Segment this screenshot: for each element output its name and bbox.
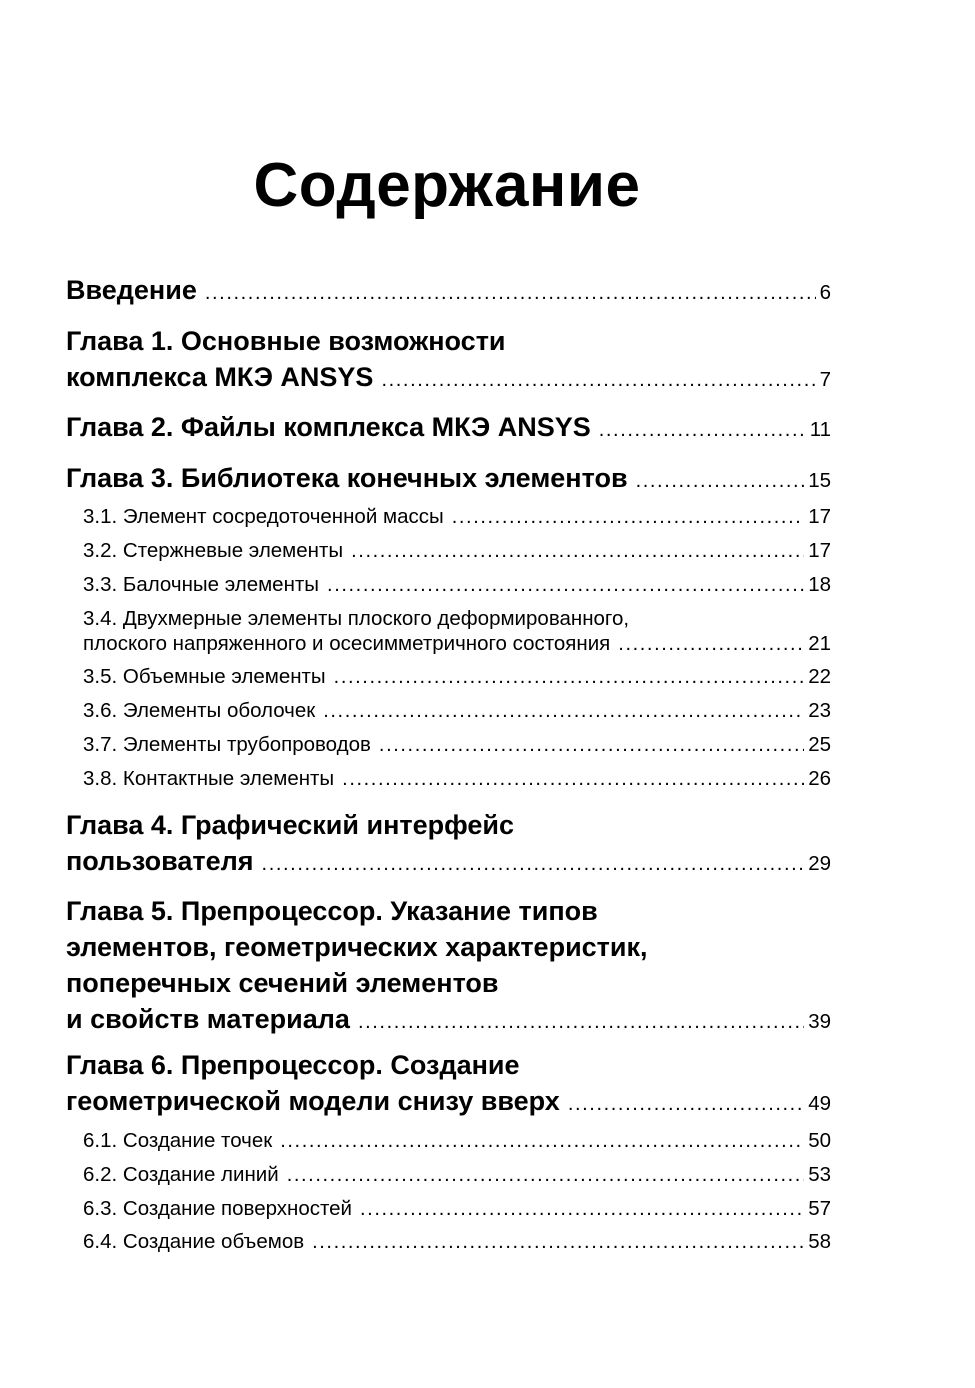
toc-line xyxy=(66,359,831,398)
toc-entry-section-3-3 xyxy=(83,572,831,598)
page-title: Содержание xyxy=(253,151,641,220)
leader-dots xyxy=(636,463,805,499)
toc-page-number: 11 xyxy=(809,418,831,441)
toc-label: плоского напряженного и осесимметричного состояния xyxy=(83,632,611,655)
toc-line xyxy=(66,807,831,843)
toc-page-number: 53 xyxy=(808,1163,831,1186)
toc-line xyxy=(66,272,831,311)
toc-line xyxy=(66,323,831,359)
toc-entry-chapter-3 xyxy=(66,460,831,499)
leader-dots xyxy=(323,699,804,724)
toc-line xyxy=(66,409,831,448)
toc-line xyxy=(83,538,831,564)
toc-label: Глава 4. Графический интерфейс xyxy=(66,810,515,840)
toc-label: 6.2. Создание линий xyxy=(83,1163,279,1186)
toc-label: 3.1. Элемент сосредоточенной массы xyxy=(83,505,444,528)
toc-label: 3.2. Стержневые элементы xyxy=(83,539,344,562)
toc-entry-chapter-4 xyxy=(66,807,831,882)
leader-dots xyxy=(280,1129,804,1154)
toc-line xyxy=(66,1047,831,1083)
toc-line xyxy=(83,572,831,598)
toc-line xyxy=(83,504,831,530)
toc-line xyxy=(66,893,831,929)
leader-dots xyxy=(351,539,804,564)
toc-label: 3.6. Элементы оболочек xyxy=(83,699,316,722)
toc-entry-chapter-2 xyxy=(66,409,831,448)
leader-dots xyxy=(379,733,804,758)
toc-entry-introduction xyxy=(66,272,831,311)
toc-label: Глава 6. Препроцессор. Создание xyxy=(66,1050,520,1080)
toc-entry-section-3-6 xyxy=(83,698,831,724)
toc-entry-chapter-5 xyxy=(66,893,831,1040)
toc-page-number: 17 xyxy=(808,539,831,562)
toc-page-number: 18 xyxy=(808,573,831,596)
toc-line xyxy=(83,631,831,657)
toc-page-number: 58 xyxy=(808,1230,831,1253)
leader-dots xyxy=(599,412,806,448)
toc-entry-chapter-6 xyxy=(66,1047,831,1122)
toc-page-number: 22 xyxy=(808,665,831,688)
toc-page-number: 57 xyxy=(808,1197,831,1220)
toc-entry-section-6-1 xyxy=(83,1128,831,1154)
toc-line xyxy=(83,1128,831,1154)
toc-line xyxy=(83,1229,831,1255)
leader-dots xyxy=(327,573,804,598)
toc-label: 6.4. Создание объемов xyxy=(83,1230,305,1253)
toc-line xyxy=(66,929,831,965)
leader-dots xyxy=(452,505,804,530)
leader-dots xyxy=(262,846,805,882)
toc-page-number: 6 xyxy=(819,281,831,304)
toc-page-number: 17 xyxy=(808,505,831,528)
toc-line xyxy=(83,664,831,690)
toc-page-number: 26 xyxy=(808,767,831,790)
leader-dots xyxy=(312,1230,804,1255)
toc-entry-chapter-1 xyxy=(66,323,831,398)
toc-label: геометрической модели снизу вверх xyxy=(66,1086,560,1116)
toc-entry-section-6-3 xyxy=(83,1196,831,1222)
toc-page-number: 25 xyxy=(808,733,831,756)
toc-line xyxy=(83,1196,831,1222)
toc-label: 3.4. Двухмерные элементы плоского деформированного, xyxy=(83,607,630,630)
toc-page-number: 50 xyxy=(808,1129,831,1152)
toc-page-number: 29 xyxy=(808,852,831,875)
toc-label: 6.1. Создание точек xyxy=(83,1129,273,1152)
toc-page-number: 15 xyxy=(808,469,831,492)
toc-entry-section-3-1 xyxy=(83,504,831,530)
toc-line xyxy=(66,965,831,1001)
toc-line xyxy=(83,698,831,724)
toc-entry-section-6-4 xyxy=(83,1229,831,1255)
toc-line xyxy=(66,460,831,499)
leader-dots xyxy=(360,1197,804,1222)
toc-page-number: 39 xyxy=(808,1010,831,1033)
toc-entry-section-3-5 xyxy=(83,664,831,690)
toc-label: 3.7. Элементы трубопроводов xyxy=(83,733,371,756)
toc-label: Глава 5. Препроцессор. Указание типов xyxy=(66,896,598,926)
toc-page-number: 49 xyxy=(808,1092,831,1115)
toc-line xyxy=(83,606,831,631)
toc-label: пользователя xyxy=(66,846,254,876)
toc-entry-section-3-7 xyxy=(83,732,831,758)
toc-label: комплекса МКЭ ANSYS xyxy=(66,362,374,392)
toc-label: 3.5. Объемные элементы xyxy=(83,665,326,688)
leader-dots xyxy=(568,1086,804,1122)
toc-line xyxy=(66,1083,831,1122)
toc-label: Глава 3. Библиотека конечных элементов xyxy=(66,463,628,493)
toc-label: Введение xyxy=(66,275,197,305)
toc-entry-section-3-8 xyxy=(83,766,831,792)
toc-label: Глава 1. Основные возможности xyxy=(66,326,506,356)
toc-label: 6.3. Создание поверхностей xyxy=(83,1197,353,1220)
toc-entry-section-6-2 xyxy=(83,1162,831,1188)
toc-label: 3.8. Контактные элементы xyxy=(83,767,335,790)
leader-dots xyxy=(342,767,804,792)
toc-label: и свойств материала xyxy=(66,1004,350,1034)
leader-dots xyxy=(381,362,815,398)
leader-dots xyxy=(618,632,804,657)
toc-label: поперечных сечений элементов xyxy=(66,968,499,998)
leader-dots xyxy=(358,1004,804,1040)
toc-page-number: 23 xyxy=(808,699,831,722)
toc-label: 3.3. Балочные элементы xyxy=(83,573,320,596)
leader-dots xyxy=(334,665,805,690)
leader-dots xyxy=(205,275,816,311)
toc-entry-section-3-2 xyxy=(83,538,831,564)
toc-line xyxy=(83,1162,831,1188)
toc-label: Глава 2. Файлы комплекса МКЭ ANSYS xyxy=(66,412,591,442)
toc-page-number: 21 xyxy=(808,632,831,655)
toc-entry-section-3-4 xyxy=(83,606,831,657)
toc-line xyxy=(66,843,831,882)
leader-dots xyxy=(287,1163,805,1188)
toc-line xyxy=(66,1001,831,1040)
toc-page-number: 7 xyxy=(819,368,831,391)
toc-line xyxy=(83,766,831,792)
toc-line xyxy=(83,732,831,758)
toc-label: элементов, геометрических характеристик, xyxy=(66,932,648,962)
